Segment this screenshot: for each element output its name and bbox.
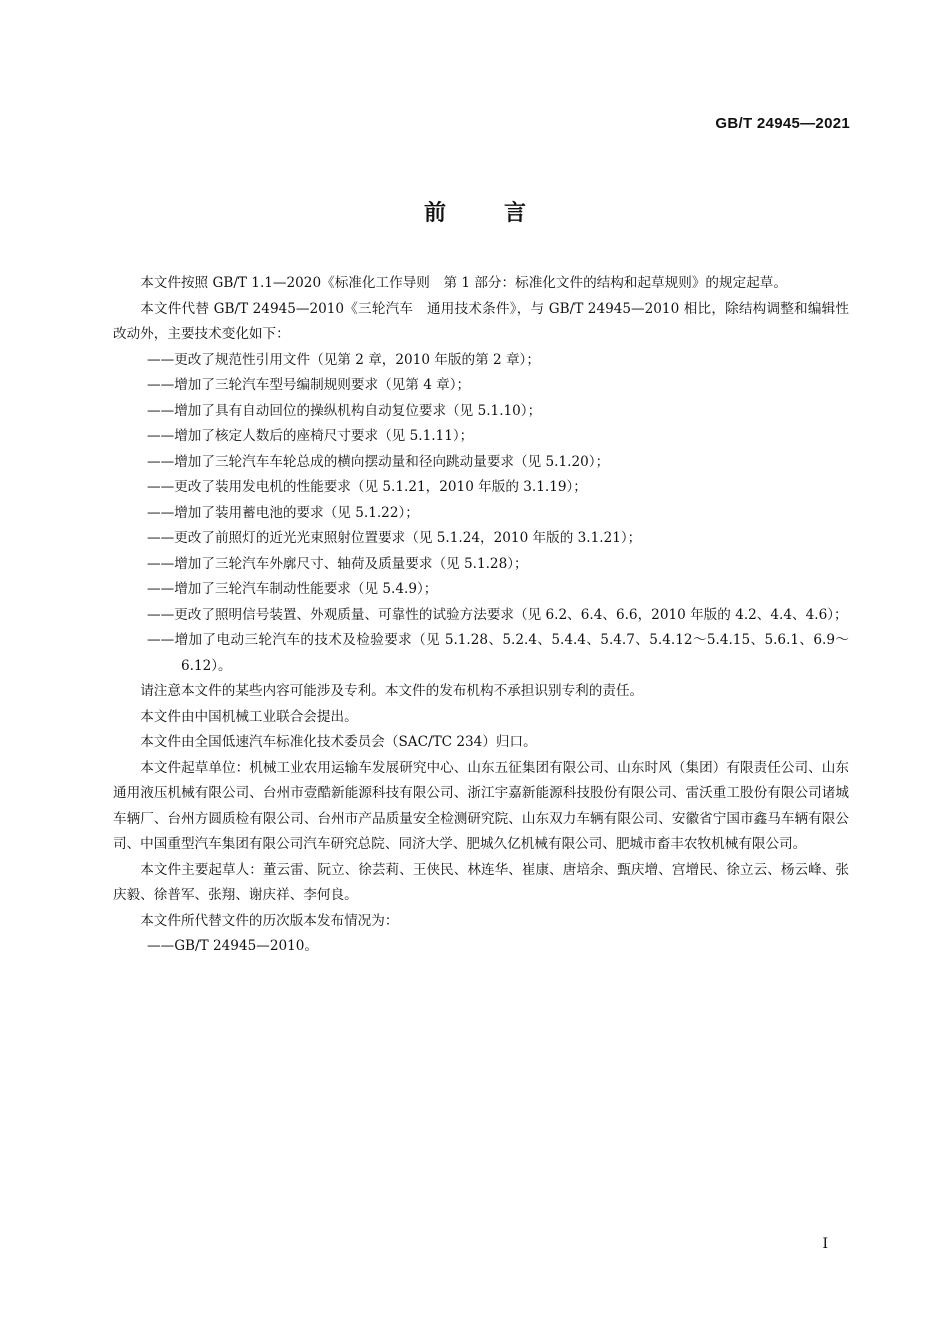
list-item: ——增加了具有自动回位的操纵机构自动复位要求（见 5.1.10）； [147, 402, 542, 419]
paragraph-proposed-by: 本文件由中国机械工业联合会提出。 [140, 708, 358, 725]
list-item: ——更改了规范性引用文件（见第 2 章，2010 年版的第 2 章）； [147, 351, 540, 368]
list-item: ——增加了装用蓄电池的要求（见 5.1.22）； [147, 504, 419, 521]
list-item: ——增加了三轮汽车外廓尺寸、轴荷及质量要求（见 5.1.28）； [147, 555, 528, 572]
paragraph-history-intro: 本文件所代替文件的历次版本发布情况为： [140, 912, 399, 929]
page-number: I [822, 1236, 828, 1252]
list-item: ——更改了前照灯的近光光束照射位置要求（见 5.1.24，2010 年版的 3.1.21）； [147, 530, 642, 546]
standard-number: GB/T 24945—2021 [715, 115, 850, 132]
page-title: 前言 [423, 201, 584, 226]
document-body [113, 271, 849, 960]
paragraph-patent-notice: 请注意本文件的某些内容可能涉及专利。本文件的发布机构不承担识别专利的责任。 [140, 683, 644, 699]
paragraph-drafting-rules: 本文件按照 GB/T 1.1—2020《标准化工作导则 第 1 部分：标准化文件的结构和起草规则》的规定起草。 [140, 275, 787, 291]
list-item: ——更改了装用发电机的性能要求（见 5.1.21，2010 年版的 3.1.19）； [147, 479, 587, 495]
changes-list [113, 348, 849, 680]
paragraph-drafters: 本文件主要起草人：董云雷、阮立、徐芸莉、王侠民、林连华、崔康、唐培余、甄庆增、宫增民、徐立云、杨云峰、张庆毅、徐普军、张翔、谢庆祥、李何良。 [113, 861, 849, 903]
list-item: ——增加了三轮汽车型号编制规则要求（见第 4 章）； [147, 377, 471, 393]
list-item: ——增加了三轮汽车制动性能要求（见 5.4.9）； [147, 581, 438, 597]
list-item: ——增加了三轮汽车车轮总成的横向摆动量和径向跳动量要求（见 5.1.20）； [147, 453, 610, 470]
paragraph-replaces: 本文件代替 GB/T 24945—2010《三轮汽车 通用技术条件》，与 GB/T 24945—2010 相比，除结构调整和编辑性改动外，主要技术变化如下： [113, 300, 849, 342]
paragraph-administered-by: 本文件由全国低速汽车标准化技术委员会（SAC/TC 234）归口。 [140, 734, 537, 750]
list-item: ——更改了照明信号装置、外观质量、可靠性的试验方法要求（见 6.2、6.4、6.6，2010 年版的 4.2、4.4、4.6）； [147, 606, 848, 623]
list-item: ——增加了核定人数后的座椅尺寸要求（见 5.1.11）； [147, 428, 474, 444]
history-list [113, 934, 849, 960]
list-item: ——增加了电动三轮汽车的技术及检验要求（见 5.1.28、5.2.4、5.4.4、5.4.7、5.4.12～5.4.15、5.6.1、6.9～6.12）。 [147, 632, 849, 674]
list-item: ——GB/T 24945—2010。 [147, 938, 319, 954]
paragraph-drafting-units: 本文件起草单位：机械工业农用运输车发展研究中心、山东五征集团有限公司、山东时风（集团）有限责任公司、山东通用液压机械有限公司、台州市壹酷新能源科技有限公司、浙江宇嘉新能源科技股份有限公司、雷沃重工股份有限公司诸城车辆厂、台州方圆质检有限公司、台州市产品质量安全检测研究院、山东双力车辆有限公司、安徽省宁国市鑫马车辆有限公司、中国重型汽车集团有限公司汽车研究总院、同济大学、肥城久亿机械有限公司、肥城市畜丰农牧机械有限公司。 [113, 759, 849, 852]
